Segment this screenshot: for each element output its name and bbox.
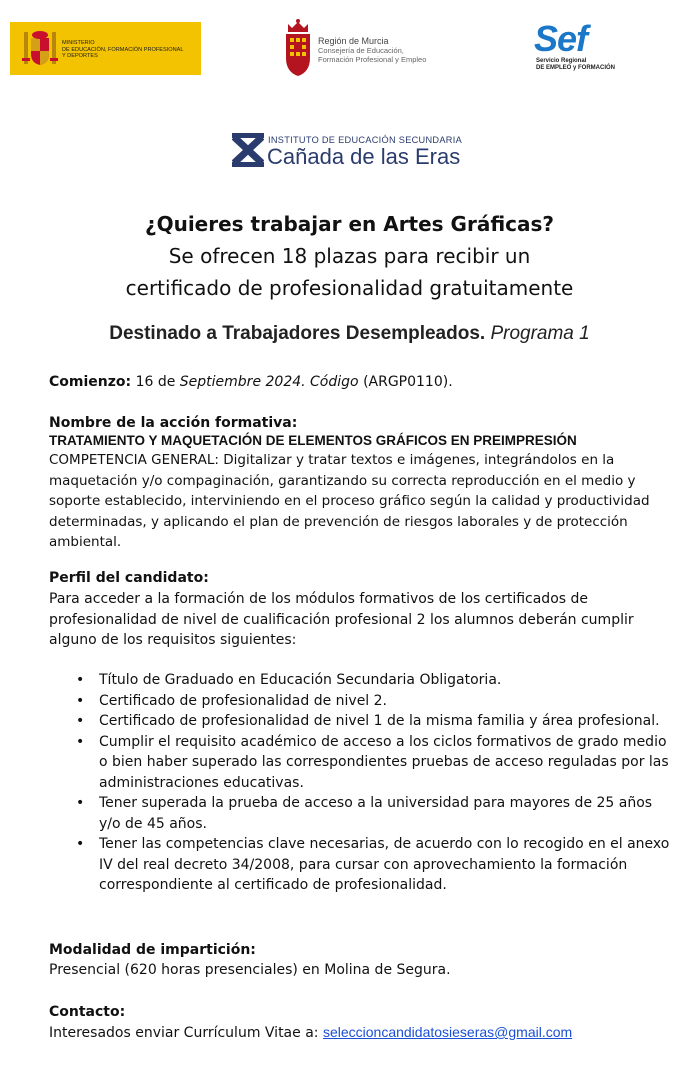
ministerio-logo — [10, 22, 201, 75]
list-item — [62, 834, 672, 896]
bullet-icon: • — [76, 713, 85, 729]
ies-logo — [232, 130, 472, 174]
contact-email-link[interactable]: seleccioncandidatosieseras@gmail.com — [322, 1024, 573, 1040]
murcia-subtitle-1: Consejería de Educación, — [318, 46, 404, 55]
headline-question: ¿Quieres trabajar en Artes Gráficas? — [144, 212, 555, 236]
sef-logo — [528, 18, 638, 78]
requirement-text: Título de Graduado en Educación Secundaria Obligatoria. — [99, 672, 502, 688]
contacto-line — [49, 1022, 669, 1044]
murcia-subtitle-2: Formación Profesional y Empleo — [318, 55, 427, 64]
requirements-list — [62, 670, 672, 896]
action-title: TRATAMIENTO Y MAQUETACIÓN DE ELEMENTOS GRÁFICOS EN PREIMPRESIÓN — [49, 433, 577, 448]
ministerio-text: MINISTERIO DE EDUCACIÓN, FORMACIÓN PROFESIONAL Y DEPORTES — [62, 40, 184, 59]
list-item — [62, 793, 672, 834]
region-murcia-logo — [282, 18, 442, 78]
target-audience — [0, 323, 699, 345]
ies-subtitle: INSTITUTO DE EDUCACIÓN SECUNDARIA — [268, 135, 463, 145]
headline-offer-line-1: Se ofrecen 18 plazas para recibir un — [168, 244, 531, 268]
requirement-text: Certificado de profesionalidad de nivel 1 de la misma familia y área profesional. — [99, 713, 660, 729]
program-label: Programa 1 — [490, 323, 590, 344]
sef-wordmark: Sef — [534, 18, 588, 59]
spain-crest-icon — [18, 28, 62, 69]
murcia-crest-icon — [282, 18, 314, 78]
contacto-text: Interesados enviar Currículum Vitae a: — [49, 1025, 319, 1041]
bullet-icon: • — [76, 733, 85, 750]
bullet-icon: • — [76, 672, 85, 688]
action-label: Nombre de la acción formativa: — [49, 415, 298, 431]
bullet-icon: • — [76, 795, 85, 811]
murcia-title: Región de Murcia — [318, 36, 389, 46]
modalidad-text: Presencial (620 horas presenciales) en Molina de Segura. — [49, 962, 451, 978]
requirement-text: Cumplir el requisito académico de acceso a los ciclos formativos de grado medio o bien haber superado las correspondientes pruebas de acceso reguladas por las administraciones educativas. — [99, 733, 669, 791]
ies-name: Cañada de las Eras — [267, 144, 461, 169]
start-line — [49, 372, 669, 393]
requirement-text: Tener superada la prueba de acceso a la universidad para mayores de 25 años y/o de 45 años. — [99, 795, 653, 832]
requirement-text: Certificado de profesionalidad de nivel 2. — [99, 692, 388, 709]
ies-emblem-icon — [232, 133, 264, 167]
list-item — [62, 711, 672, 732]
competencia-general: COMPETENCIA GENERAL: Digitalizar y tratar textos e imágenes, integrándolos en la maquetación y/o compaginación, garantizando su correcta reproducción en el medio y soporte establecido, interviniendo en el proceso gráfico según la calidad y productividad determinadas, y aplicando el plan de prevención de riesgos laborales y de protección ambiental. — [49, 452, 650, 550]
list-item — [62, 732, 672, 794]
start-date: Septiembre 2024. Código — [179, 374, 359, 390]
target-text: Destinado a Trabajadores Desempleados. — [109, 323, 486, 344]
perfil-label: Perfil del candidato: — [49, 570, 209, 586]
start-day: 16 de — [135, 374, 176, 390]
sef-subtitle-2: DE EMPLEO y FORMACIÓN — [536, 65, 616, 71]
course-code: (ARGP0110). — [363, 374, 453, 390]
list-item — [62, 670, 672, 691]
start-label: Comienzo: — [49, 374, 132, 390]
headline-offer-line-2: certificado de profesionalidad gratuitamente — [125, 276, 574, 300]
perfil-text: Para acceder a la formación de los módulos formativos de los certificados de profesionalidad de nivel de cualificación profesional 2 los alumnos deberán cumplir alguno de los requisitos siguientes: — [49, 591, 634, 648]
bullet-icon: • — [76, 692, 85, 709]
bullet-icon: • — [76, 836, 85, 852]
sef-subtitle-1: Servicio Regional — [536, 58, 587, 64]
modalidad-label: Modalidad de impartición: — [49, 942, 256, 958]
contacto-label: Contacto: — [49, 1004, 126, 1020]
list-item — [62, 691, 672, 712]
requirement-text: Tener las competencias clave necesarias, de acuerdo con lo recogido en el anexo IV del real decreto 34/2008, para cursar con aprovechamiento la formación correspondiente al certificado de profesionalidad. — [99, 836, 670, 893]
